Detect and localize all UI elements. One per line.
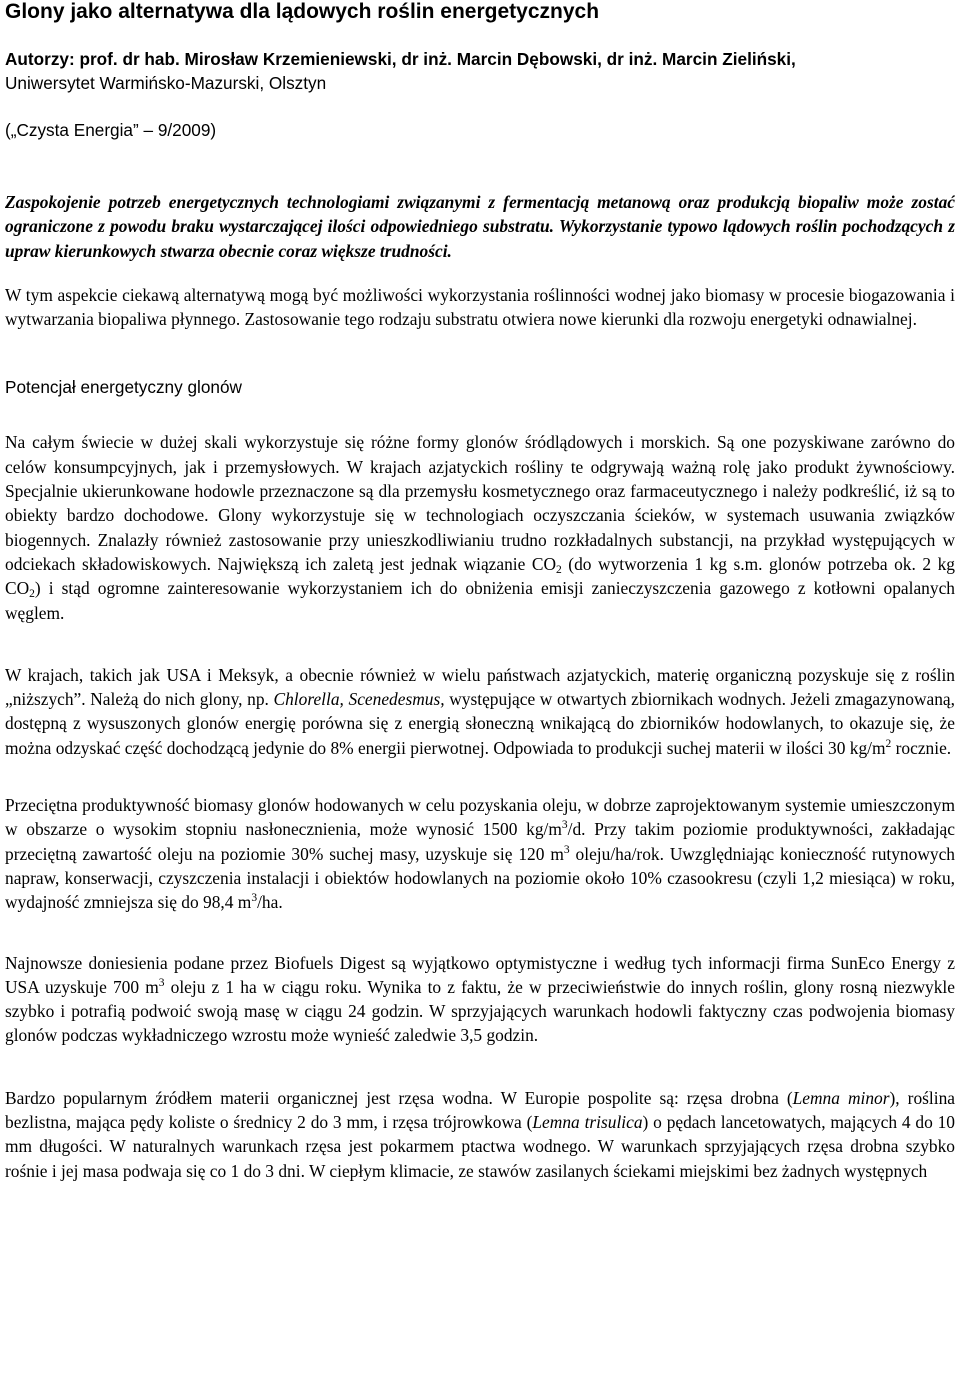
para3-text-d: /ha. (257, 892, 283, 913)
para3-text-b: /d. Przy takim poziomie produktywności, zakładając przeciętną zawartość oleju na poziomie 30% suchej masy, uzyskuje się 120 m (5, 819, 955, 864)
body-paragraph-1 (5, 430, 955, 624)
article-title: Glony jako alternatywa dla lądowych roślin energetycznych (5, 0, 600, 23)
para5-species-italic-1: Lemna minor (792, 1087, 890, 1108)
authors-names: prof. dr hab. Mirosław Krzemieniewski, dr inż. Marcin Dębowski, dr inż. Marcin Zieliński, (74, 49, 796, 69)
intro-sentence-1: W tym aspekcie ciekawą alternatywą mogą być możliwości wykorzystania roślinności wodnej jako biomasy w procesie biogazowania i wytwarzania biopaliwa płynnego. (5, 284, 955, 330)
para2-text-b: występujące w otwartych zbiornikach wodnych. Jeżeli zmagazynowaną, dostępną z wysuszonych glonów energię porówna się z energią słoneczną wnikającą do zbiorników hodowlanych, to okazuje się, że można odzyskać część dochodzącą jedynie do 8% energii pierwotnej. Odpowiada to produkcji suchej materii w ilości 30 kg/m (5, 689, 955, 758)
body-paragraph-3 (5, 793, 955, 914)
para2-text-c: rocznie. (891, 737, 952, 758)
lead-sentence-2: Wykorzystanie typowo lądowych roślin pochodzących z upraw kierunkowych stwarza obecnie coraz większe trudności. (5, 216, 955, 261)
para5-text-a: Bardzo popularnym źródłem materii organicznej jest rzęsa wodna. W Europie pospolite są: rzęsa drobna ( (5, 1087, 793, 1108)
para3-text-c: oleju/ha/rok. Uwzględniając konieczność rutynowych napraw, konserwacji, czyszczenia instalacji i obiektów hodowlanych na poziomie około 10% czasookresu (czyli 1,2 miesiąca) w roku, wydajność zmniejsza się do 98,4 m (5, 843, 955, 913)
authors-block (5, 47, 955, 95)
para5-species-italic-2: Lemna trisulica (532, 1112, 643, 1133)
para4-text-b: oleju z 1 ha w ciągu roku. Wynika to z faktu, że w przeciwieństwie do innych roślin, glony rosną niezwykle szybko i potrafią podwoić swoją masę w ciągu 24 godzin. W sprzyjających warunkach hodowli faktyczny czas podwojenia biomasy glonów podczas wykładniczego wzrostu może wynieść zaledwie 3,5 godzin. (5, 976, 955, 1046)
para1-text-a: Na całym świecie w dużej skali wykorzystuje się różne formy glonów śródlądowych i morskich. Są one pozyskiwane zarówno do celów konsumpcyjnych, jak i przemysłowych. W krajach azjatyckich rośliny te odgrywają ważną rolę jako produkt żywnościowy. Specjalnie ukierunkowane hodowle przeznaczone są dla przemysłu kosmetycznego oraz farmaceutycznego i należy podkreślić, iż są to obiekty bardzo dochodowe. Glony wykorzystuje się w technologiach oczyszczania ścieków, w systemach usuwania związków biogennych. Znalazły również zastosowanie przy unieszkodliwianiu trudno rozkładalnych substancji, na przykład występujących w odciekach składowiskowych. Największą ich zaletą jest jednak wiązanie CO (5, 432, 955, 574)
source-citation: („Czysta Energia” – 9/2009) (5, 120, 217, 140)
para2-text-a: W krajach, takich jak USA i Meksyk, a obecnie również w wielu państwach azjatyckich, materię organiczną pozyskuje się z roślin „niższych”. Należą do nich glony, np. (5, 664, 955, 710)
authors-label: Autorzy: (5, 49, 75, 69)
para1-text-b: (do wytworzenia 1 kg s.m. glonów potrzeba ok. 2 kg CO (5, 553, 955, 599)
para4-superscript: 3 (158, 976, 165, 989)
para3-text-a: Przeciętna produktywność biomasy glonów hodowanych w celu pozyskania oleju, w dobrze zaprojektowanym systemie umieszczonym w obszarze o wysokim stopniu nasłonecznienia, może wynosić 1500 kg/m (5, 795, 955, 840)
intro-paragraph (5, 283, 955, 332)
lead-paragraph (5, 190, 955, 263)
intro-sentence-2: Zastosowanie tego rodzaju substratu otwiera nowe kierunki dla rozwoju energetyki odnawialnej. (240, 309, 917, 330)
lead-sentence-1: Zaspokojenie potrzeb energetycznych technologiami związanymi z fermentacją metanową oraz produkcją biopaliw może zostać ograniczone z powodu braku wystarczającej ilości odpowiedniego substratu. (5, 192, 955, 237)
para2-superscript: 2 (885, 737, 892, 750)
body-paragraph-5 (5, 1086, 955, 1183)
document-page (5, 0, 955, 1394)
para2-species-italic: Chlorella, Scenedesmus, (273, 689, 445, 710)
para5-text-c: ) o pędach lancetowatych, mających 4 do 10 mm długości. W naturalnych warunkach rzęsa jest pokarmem ptactwa wodnego. W warunkach sprzyjających rzęsa drobna szybko rośnie i jej masa podwaja się co 1 do 3 dni. W ciepłym klimacie, ze stawów zasilanych ściekami miejskimi bez żadnych występnych (5, 1112, 955, 1181)
body-paragraph-4 (5, 951, 955, 1048)
para1-subscript-1: 2 (556, 563, 562, 576)
para3-superscript-2: 3 (563, 843, 570, 856)
para1-text-c: ) i stąd ogromne zainteresowanie wykorzystaniem ich do obniżenia emisji zanieczyszczenia gazowego z kotłowni opalanych węglem. (5, 578, 955, 623)
para5-text-b: ), roślina bezlistna, mająca pędy koliste o średnicy 2 do 3 mm, i rzęsa trójrowkowa ( (5, 1087, 955, 1133)
section-heading: Potencjał energetyczny glonów (5, 377, 242, 398)
affiliation: Uniwersytet Warmińsko-Mazurski, Olsztyn (5, 73, 327, 93)
para3-superscript-1: 3 (561, 819, 568, 832)
para1-subscript-2: 2 (29, 588, 35, 601)
body-paragraph-2 (5, 663, 955, 760)
para4-text-a: Najnowsze doniesienia podane przez Biofuels Digest są wyjątkowo optymistyczne i według tych informacji firma SunEco Energy z USA uzyskuje 700 m (5, 952, 955, 997)
para3-superscript-3: 3 (251, 892, 258, 905)
